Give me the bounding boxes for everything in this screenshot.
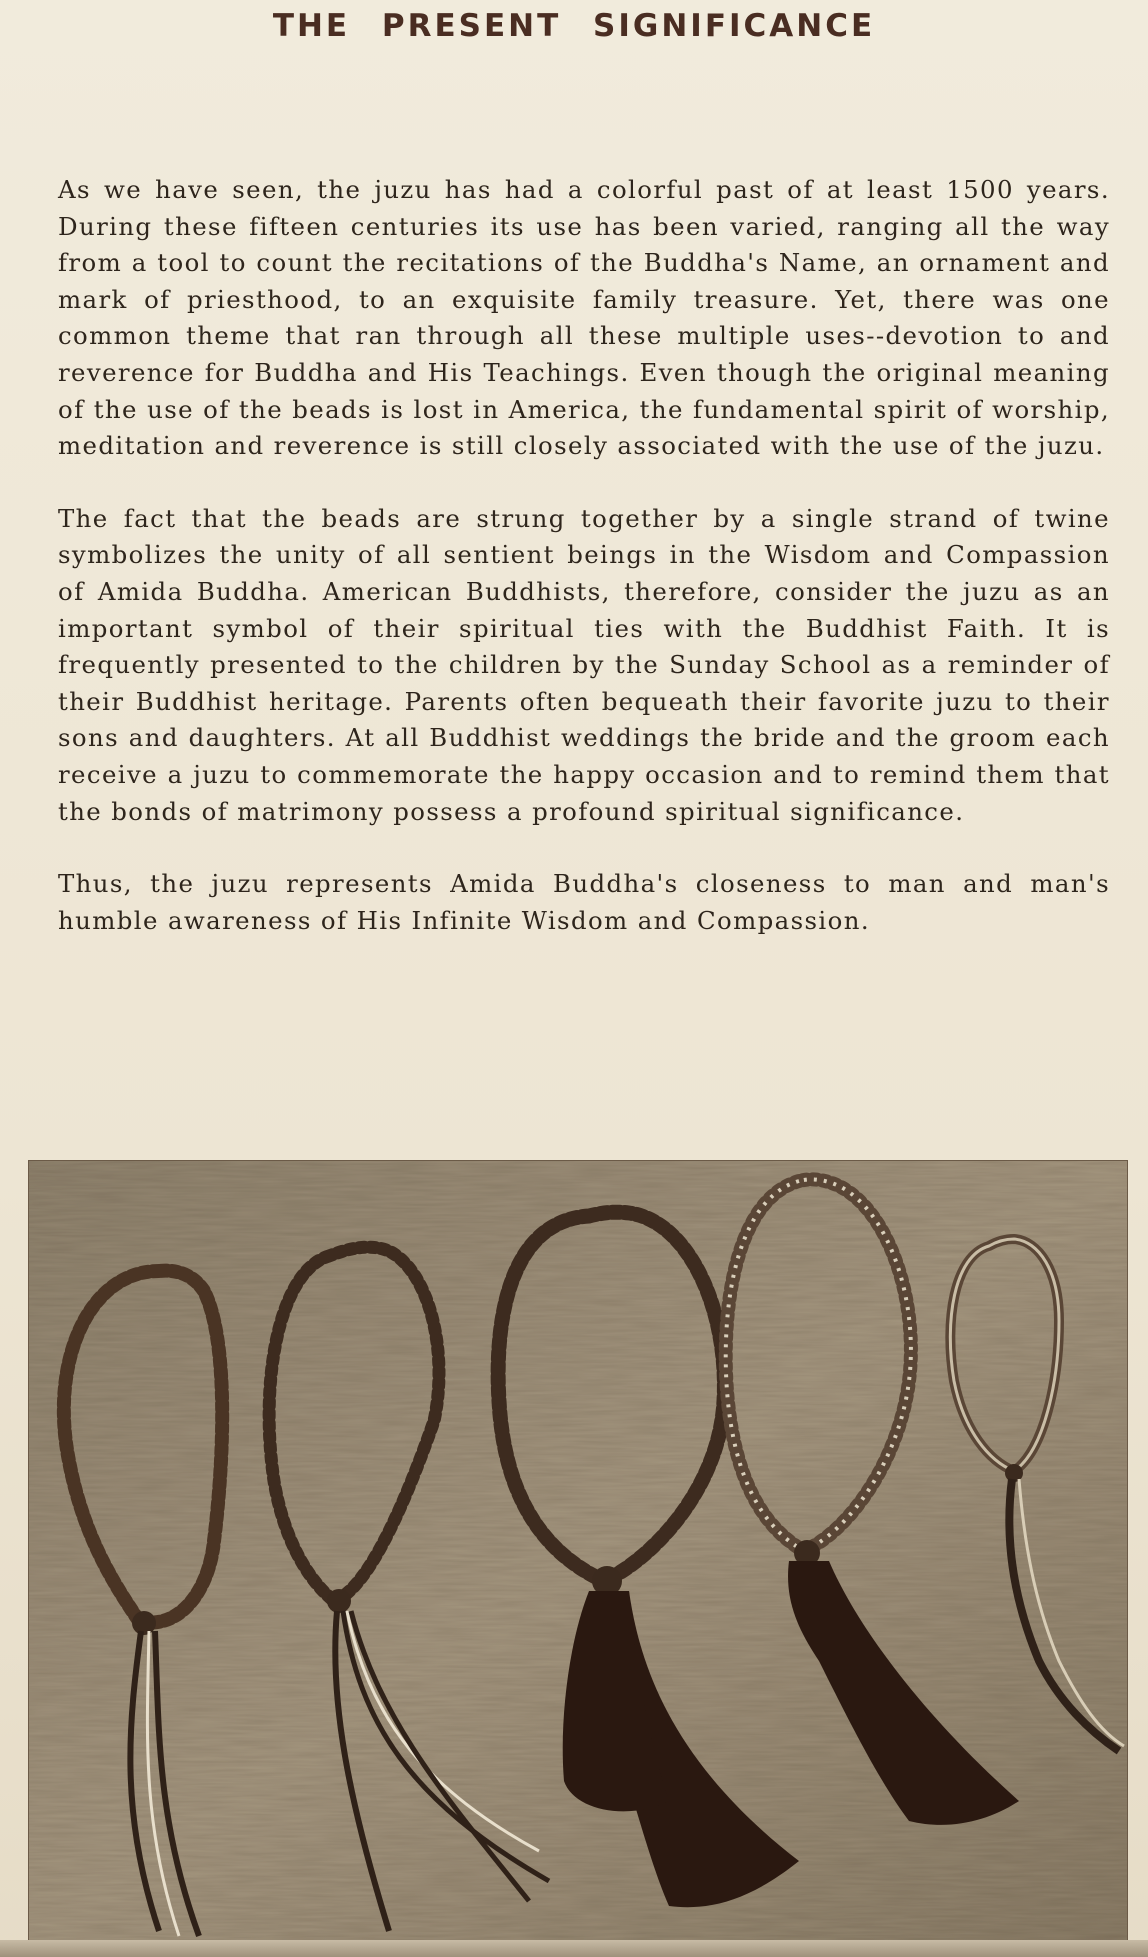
juzu-photo	[28, 1160, 1128, 1942]
page-bottom-edge	[0, 1940, 1148, 1957]
paragraph-3: Thus, the juzu represents Amida Buddha's closeness to man and man's humble awareness of His Infinite Wisdom and Compassion.	[58, 869, 1110, 935]
paragraph-2: The fact that the beads are strung together by a single strand of twine symbolizes the unity of all sentient beings in the Wisdom and Compassion of Amida Buddha. American Buddhists, therefore, consider the juzu as an important symbol of their spiritual ties with the Buddhist Faith. It is frequently presented to the children by the Sunday School as a reminder of their Buddhist heritage. Parents often bequeath their favorite juzu to their sons and daughters. At all Buddhist weddings the bride and the groom each receive a juzu to commemorate the happy occasion and to remind them that the bonds of matrimony possess a profound spiritual significance.	[58, 503, 1110, 826]
paragraph-1: As we have seen, the juzu has had a colorful past of at least 1500 years. During these fifteen centuries its use has been varied, ranging all the way from a tool to count the recitations of the Buddha's Name, an ornament and mark of priesthood, to an exquisite family treasure. Yet, there was one common theme that ran through all these multiple uses--devotion to and reverence for Buddha and His Teachings. Even though the original meaning of the use of the beads is lost in America, the fundamental spirit of worship, meditation and reverence is still closely associated with the use of the juzu.	[58, 175, 1110, 461]
page-title: THE PRESENT SIGNIFICANCE	[272, 8, 876, 44]
juzu-photo-illustration	[29, 1161, 1127, 1941]
body-text	[58, 172, 1110, 975]
